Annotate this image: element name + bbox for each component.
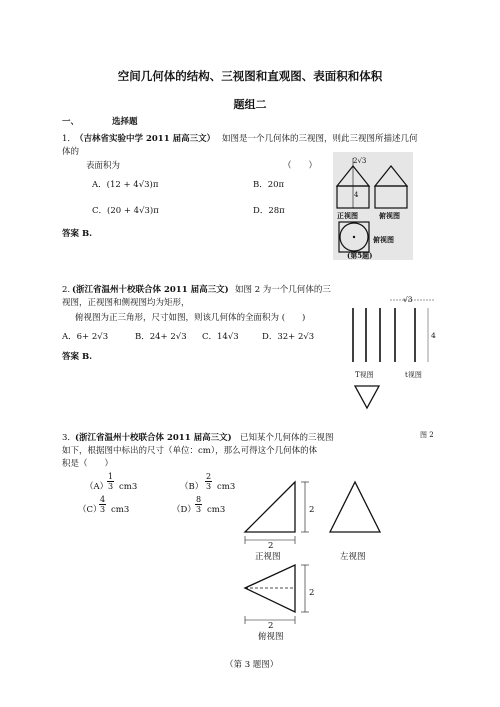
q3-option-c-num: 4 — [100, 495, 106, 504]
q2-option-b: B．24+ 2√3 — [135, 332, 187, 342]
q1-figure-side-label: 俯视图 — [379, 211, 400, 220]
q1-text-2: 体的 — [62, 147, 80, 157]
q2-option-d: D．32+ 2√3 — [262, 332, 315, 342]
q2-figure-dim-side: 4 — [431, 331, 436, 340]
q1-text-1: 如图是一个几何体的三视图，则此三视图所描述几何 — [222, 134, 418, 144]
page-subtitle: 题组二 — [233, 98, 267, 111]
q3-option-c-den: 3 — [100, 505, 106, 514]
q2-figure-label-b: t视图 — [405, 371, 422, 379]
section-name: 选择题 — [112, 117, 138, 127]
q3-text-3: 积是（ ） — [62, 459, 114, 469]
q3-option-b-num: 2 — [206, 472, 212, 481]
q2-figure-dim-top: √3 — [403, 295, 413, 304]
q3-figure-top-height: 2 — [309, 588, 315, 598]
q3-source: (浙江省温州十校联合体 2011 届高三文) — [75, 433, 232, 443]
q1-number: 1． — [62, 134, 76, 144]
q2-number: 2. — [62, 285, 71, 295]
q3-option-a-num: 1 — [108, 472, 114, 481]
q3-figure-front-label: 正视图 — [255, 552, 281, 562]
q1-source: （吉林省实验中学 2011 届高三文） — [75, 134, 216, 144]
q3-option-d-num: 8 — [196, 495, 202, 504]
q3-text-1: 已知某个几何体的三视图 — [240, 433, 334, 443]
q2-figure-label-a: T视图 — [355, 371, 374, 379]
q2-figure-label-c: 图 2 — [420, 431, 434, 439]
q3-figure-front-width: 2 — [268, 541, 274, 551]
q1-figure-caption: (第5题) — [347, 251, 373, 260]
q1-figure-dim-top: 2√3 — [353, 157, 367, 165]
q3-option-d-unit: cm3 — [207, 505, 226, 515]
q3-option-b-den: 3 — [206, 482, 212, 491]
q2-option-a: A．6+ 2√3 — [62, 332, 109, 342]
q1-figure-dim-mid: 4 — [354, 191, 359, 199]
q3-option-b-label: （B） — [180, 482, 204, 492]
q2-source: (浙江省温州十校联合体 2011 届高三文) — [72, 285, 229, 295]
q1-option-b: B．20π — [253, 180, 285, 190]
q1-figure — [333, 152, 413, 260]
q2-answer: 答案 B. — [62, 352, 93, 362]
q1-option-c: C．(20 + 4√3)π — [92, 206, 159, 216]
q3-option-c-label: （C） — [78, 505, 102, 515]
q3-option-d-label: （D） — [172, 505, 196, 515]
q3-option-b-unit: cm3 — [217, 482, 236, 492]
q3-option-a-den: 3 — [108, 482, 114, 491]
q3-option-c-unit: cm3 — [111, 505, 130, 515]
q3-text-2: 如下，根据图中标出的尺寸（单位：cm），那么可得这个几何体的体 — [62, 446, 318, 456]
q3-option-d-fraction — [195, 495, 202, 514]
q1-text-3: 表面积为 — [86, 161, 121, 171]
q1-figure-top-label: 俯视图 — [373, 235, 394, 244]
q2-text-3: 俯视图为正三角形，尺寸如图，则该几何体的全面积为 ( ) — [75, 313, 306, 323]
q3-figure-caption: （第 3 题图） — [225, 660, 279, 670]
q3-option-d-den: 3 — [196, 505, 202, 514]
q3-option-a-unit: cm3 — [119, 482, 138, 492]
q3-figure-top-label: 俯视图 — [258, 632, 284, 642]
q3-option-a-fraction — [107, 472, 114, 491]
q3-option-c-fraction — [99, 495, 106, 514]
q3-figure-front-height: 2 — [309, 505, 315, 515]
q2-text-2: 视图，正视图和侧视图均为矩形， — [62, 298, 190, 308]
q3-figure-left-label: 左视图 — [340, 552, 366, 562]
page-title: 空间几何体的结构、三视图和直观图、表面积和体积 — [117, 69, 383, 83]
q3-figure-top-width: 2 — [268, 621, 274, 631]
q2-option-c: C．14√3 — [202, 332, 239, 342]
q1-option-d: D．28π — [253, 206, 285, 216]
q1-option-a: A．(12 + 4√3)π — [92, 180, 159, 190]
section-number: 一、 — [62, 117, 80, 127]
q1-figure-front-label: 正视图 — [337, 211, 358, 220]
q3-option-a-label: （A） — [85, 482, 109, 492]
q3-option-b-fraction — [205, 472, 212, 491]
q3-number: 3． — [62, 433, 76, 443]
q2-text-1: 如图 2 为一个几何体的三 — [235, 285, 331, 295]
q1-answer: 答案 B. — [62, 229, 93, 239]
q1-paren: （ ） — [283, 161, 318, 171]
